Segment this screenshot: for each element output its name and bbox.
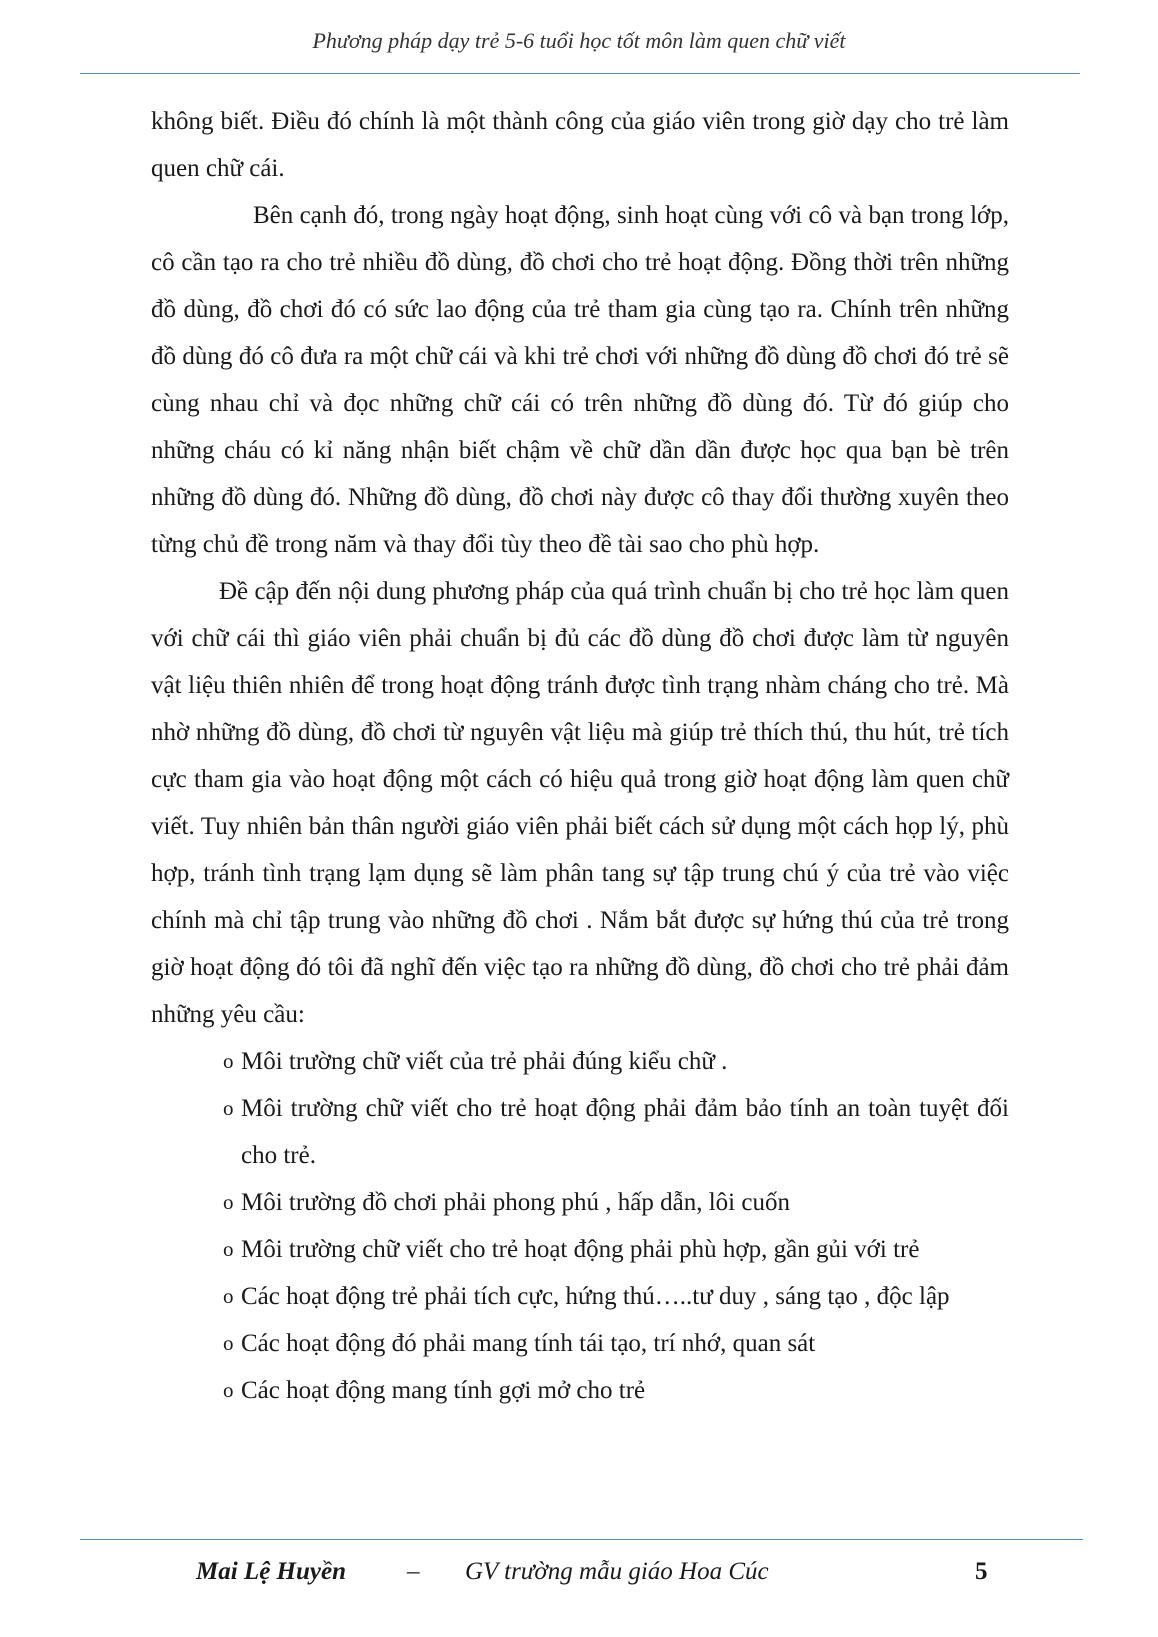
header-divider [80,73,1080,74]
list-item: o Các hoạt động đó phải mang tính tái tạo, trí nhớ, quan sát [223,1320,1009,1367]
page-body [151,98,1009,1414]
footer-author: Mai Lệ Huyền [196,1558,346,1585]
paragraph-3: Đề cập đến nội dung phương pháp của quá trình chuẩn bị cho trẻ học làm quen với chữ cái thì giáo viên phải chuẩn bị đủ các đồ dùng đồ chơi được làm từ nguyên vật liệu thiên nhiên để trong hoạt động tránh được tình trạng nhàm cháng cho trẻ. Mà nhờ những đồ dùng, đồ chơi từ nguyên vật liệu mà giúp trẻ thích thú, thu hút, trẻ tích cực tham gia vào hoạt động một cách có hiệu quả trong giờ hoạt động làm quen chữ viết. Tuy nhiên bản thân người giáo viên phải biết cách sử dụng một cách họp lý, phù hợp, tránh tình trạng lạm dụng sẽ làm phân tang sự tập trung chú ý của trẻ vào việc chính mà chỉ tập trung vào những đồ chơi . Nắm bắt được sự hứng thú của trẻ trong giờ hoạt động đó tôi đã nghĩ đến việc tạo ra những đồ dùng, đồ chơi cho trẻ phải đảm những yêu cầu: [151,578,1009,1028]
footer-divider [80,1539,1083,1540]
bullet-circle-icon: o [223,1096,234,1120]
list-item: o Môi trường chữ viết của trẻ phải đúng kiểu chữ . [223,1038,1009,1085]
list-item: o Môi trường đồ chơi phải phong phú , hấp dẫn, lôi cuốn [223,1179,1009,1226]
bullet-circle-icon: o [223,1331,234,1355]
list-item: o Môi trường chữ viết cho trẻ hoạt động phải phù hợp, gần gủi với trẻ [223,1226,1009,1273]
bullet-circle-icon: o [223,1284,234,1308]
bullet-circle-icon: o [223,1237,234,1261]
bullet-circle-icon: o [223,1049,234,1073]
paragraph-1: không biết. Điều đó chính là một thành công của giáo viên trong giờ dạy cho trẻ làm quen chữ cái. [151,108,1009,182]
running-header: Phương pháp dạy trẻ 5-6 tuổi học tốt môn làm quen chữ viết [312,28,846,53]
bullet-circle-icon: o [223,1378,234,1402]
page-footer [0,1558,1158,1598]
list-item: o Môi trường chữ viết cho trẻ hoạt động phải đảm bảo tính an toàn tuyệt đối cho trẻ. [223,1085,1009,1179]
footer-separator: – [407,1558,420,1585]
page-number: 5 [975,1558,988,1585]
footer-school: GV trường mẫu giáo Hoa Cúc [465,1558,769,1585]
list-item: o Các hoạt động mang tính gợi mở cho trẻ [223,1367,1009,1414]
paragraph-2: Bên cạnh đó, trong ngày hoạt động, sinh hoạt cùng với cô và bạn trong lớp, cô cần tạo ra cho trẻ nhiều đồ dùng, đồ chơi cho trẻ hoạt động. Đồng thời trên những đồ dùng, đồ chơi đó có sức lao động của trẻ tham gia cùng tạo ra. Chính trên những đồ dùng đó cô đưa ra một chữ cái và khi trẻ chơi với những đồ dùng đồ chơi đó trẻ sẽ cùng nhau chỉ và đọc những chữ cái có trên những đồ dùng đó. Từ đó giúp cho những cháu có kỉ năng nhận biết chậm về chữ dần dần được học qua bạn bè trên những đồ dùng đó. Những đồ dùng, đồ chơi này được cô thay đổi thường xuyên theo từng chủ đề trong năm và thay đổi tùy theo đề tài sao cho phù hợp. [151,202,1009,558]
requirements-list [151,1038,1009,1414]
bullet-circle-icon: o [223,1190,234,1214]
list-item: o Các hoạt động trẻ phải tích cực, hứng thú…..tư duy , sáng tạo , độc lập [223,1273,1009,1320]
